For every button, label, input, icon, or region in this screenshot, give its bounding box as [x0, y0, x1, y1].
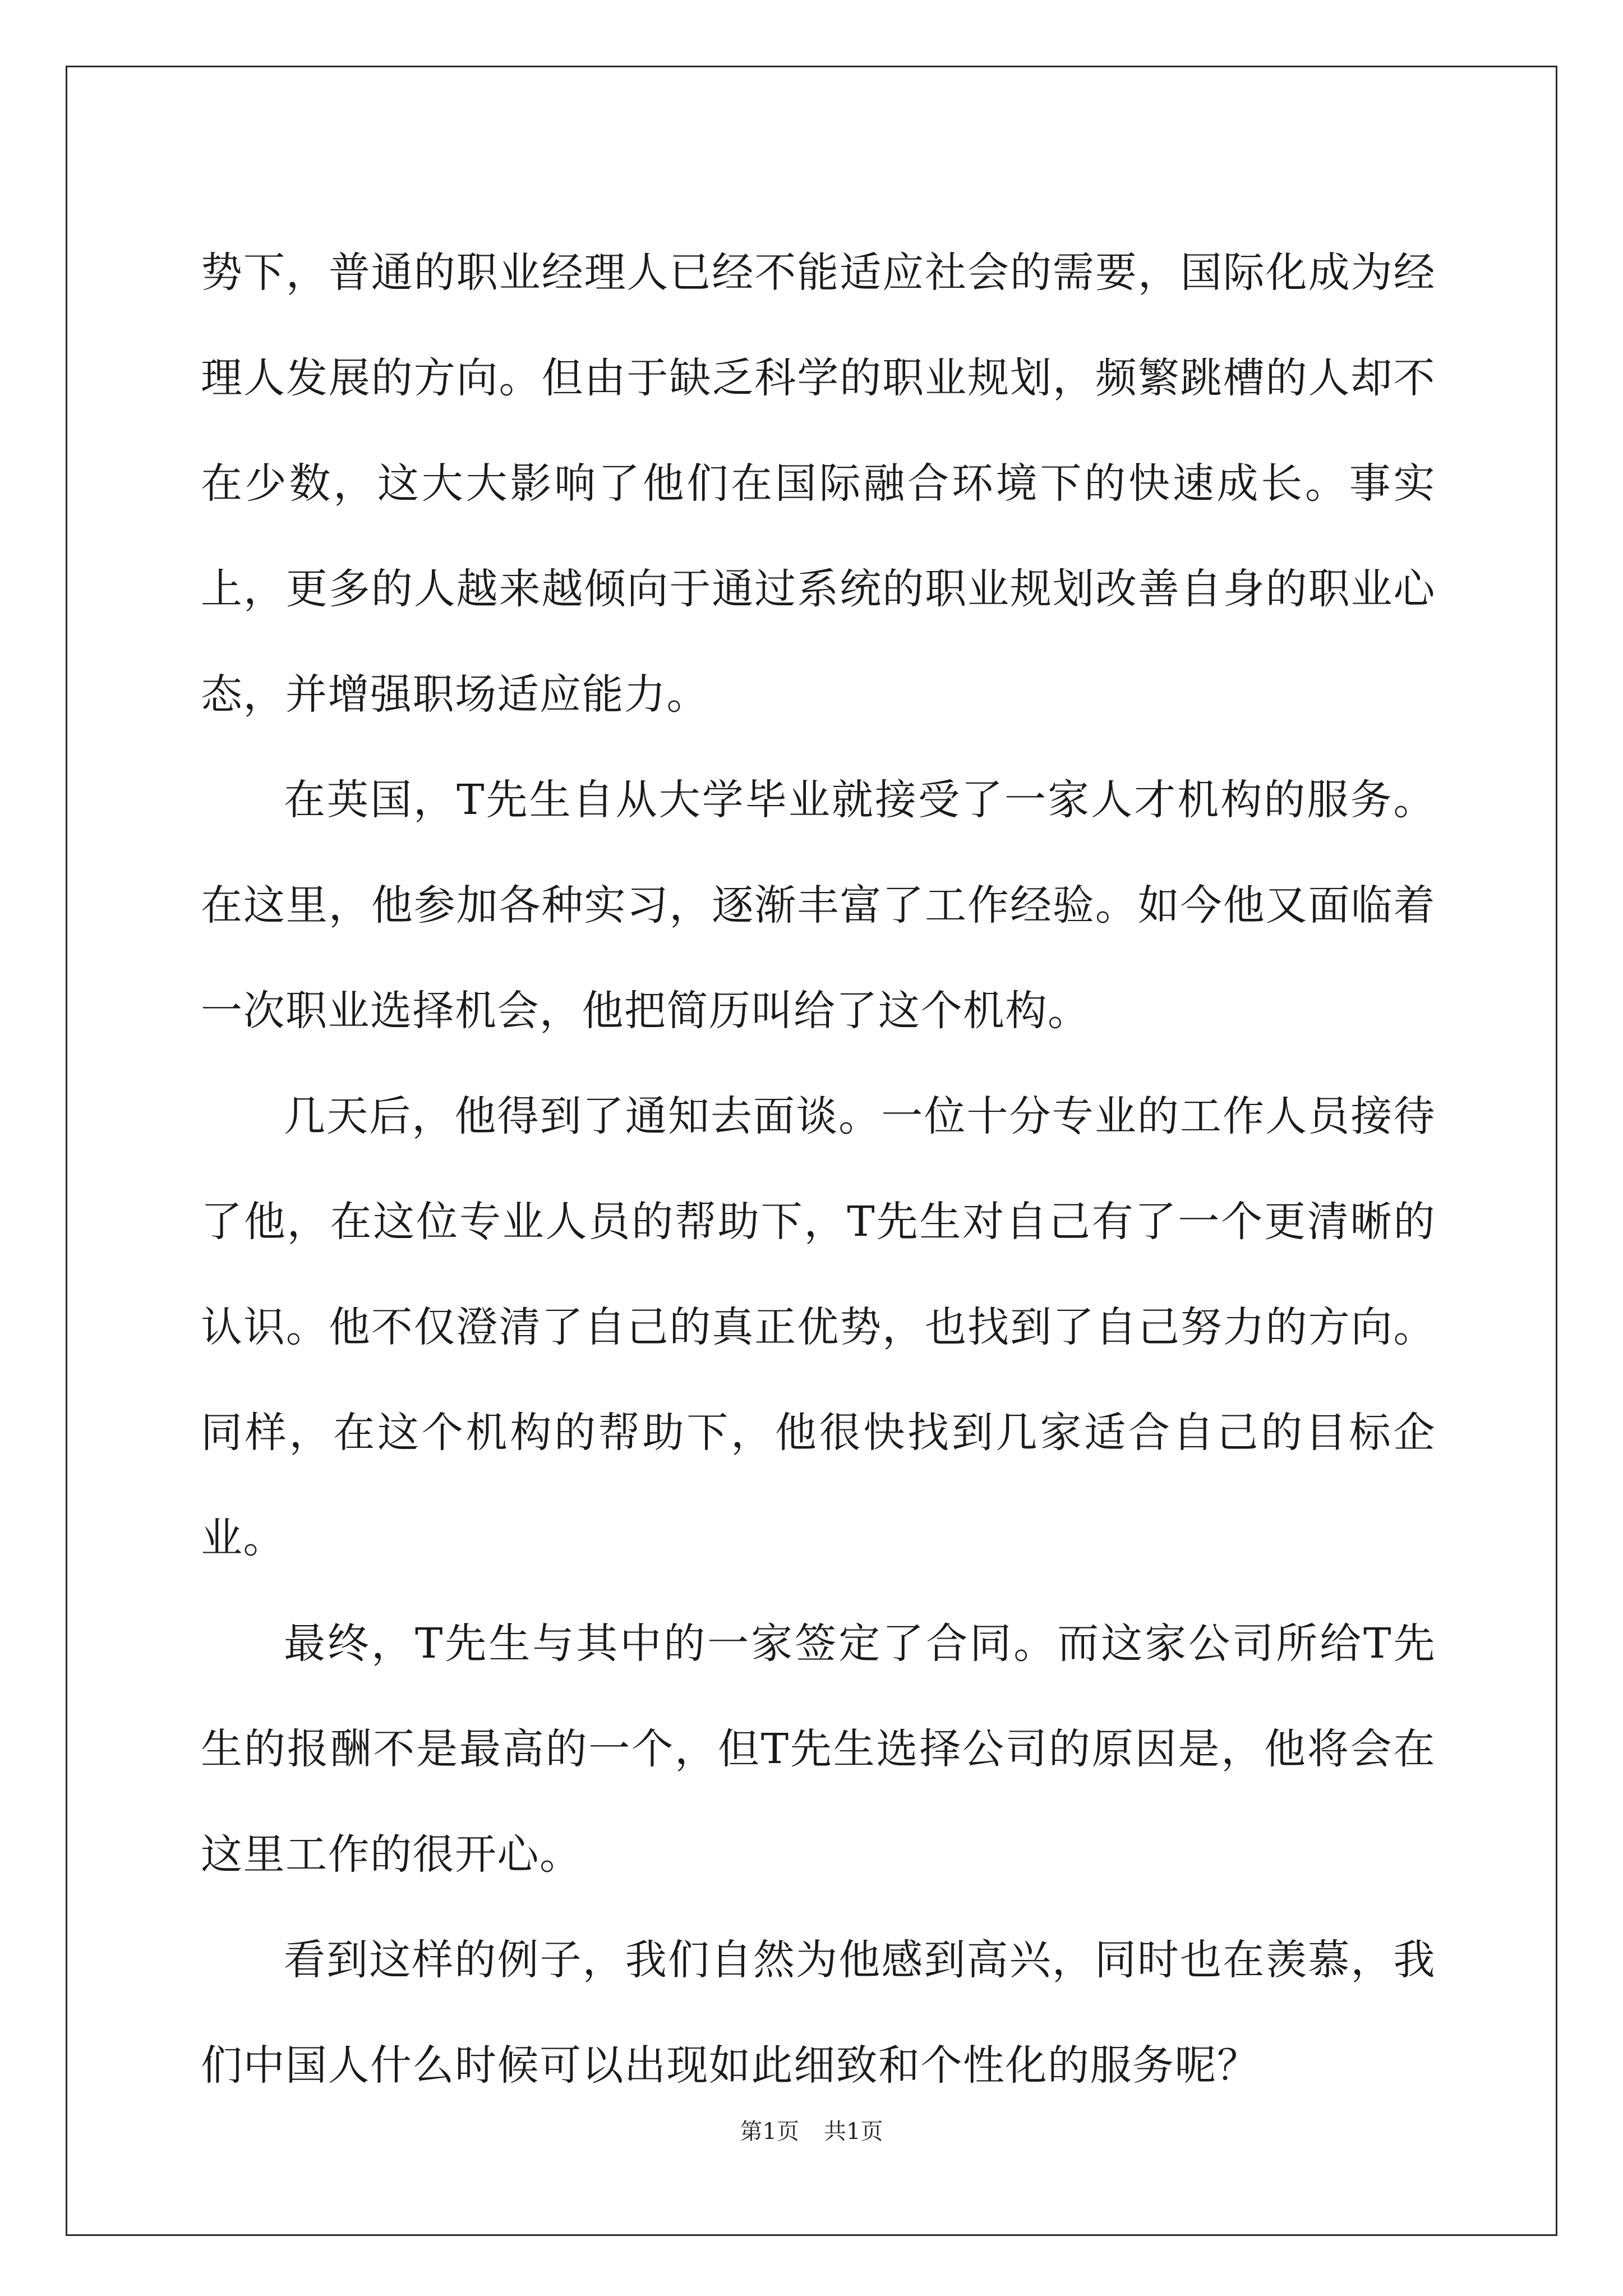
paragraph-3: 几天后，他得到了通知去面谈。一位十分专业的工作人员接待了他，在这位专业人员的帮助下，T先生对自己有了一个更清晰的认识。他不仅澄清了自己的真正优势，也找到了自己努力的方向。同样，在这个机构的帮助下，他很快找到几家适合自己的目标企业。	[201, 1092, 1436, 1562]
document-body	[201, 220, 1436, 2118]
paragraph-2: 在英国，T先生自从大学毕业就接受了一家人才机构的服务。在这里，他参加各种实习，逐渐丰富了工作经验。如今他又面临着一次职业选择机会，他把简历叫给了这个机构。	[201, 776, 1436, 1035]
paragraph-5: 看到这样的例子，我们自然为他感到高兴，同时也在羡慕，我们中国人什么时候可以出现如此细致和个性化的服务呢？	[201, 1936, 1436, 2090]
page-total: 共1页	[824, 2119, 883, 2145]
paragraph-4: 最终，T先生与其中的一家签定了合同。而这家公司所给T先生的报酬不是最高的一个，但T先生选择公司的原因是，他将会在这里工作的很开心。	[201, 1619, 1436, 1879]
page-footer	[0, 2118, 1623, 2146]
page-number: 第1页	[740, 2119, 799, 2145]
paragraph-1: 势下，普通的职业经理人已经不能适应社会的需要，国际化成为经理人发展的方向。但由于缺乏科学的职业规划，频繁跳槽的人却不在少数，这大大影响了他们在国际融合环境下的快速成长。事实上，更多的人越来越倾向于通过系统的职业规划改善自身的职业心态，并增强职场适应能力。	[201, 249, 1436, 719]
